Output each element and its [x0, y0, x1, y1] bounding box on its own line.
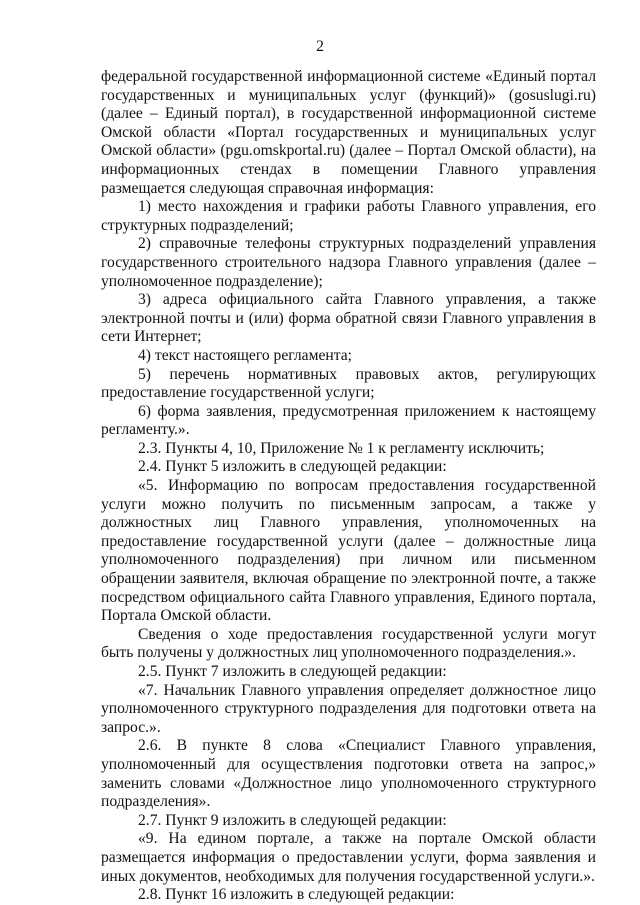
page-number: 2 — [316, 38, 324, 55]
list-item-2: 2) справочные телефоны структурных подразделений управления государственного строительного надзора Главного управления (далее – уполномоченное подразделение); — [101, 235, 596, 290]
clause-2-5: 2.5. Пункт 7 изложить в следующей редакции: — [138, 663, 447, 680]
clause-2-4: 2.4. Пункт 5 изложить в следующей редакции: — [138, 458, 447, 476]
clause-9-text: «9. На едином портале, а также на портале Омской области размещается информация о предоставлении услуги, форма заявления и иных документов, необходимых для получения государственной услуги.». — [101, 830, 596, 885]
document-body — [101, 68, 596, 905]
clause-2-7: 2.7. Пункт 9 изложить в следующей редакции: — [138, 811, 447, 829]
clause-5-text: «5. Информацию по вопросам предоставления государственной услуги можно получить по письменным запросам, а также у должностных лиц Главного управления, уполномоченных на предоставление государственной услуги (далее – должностные лица уполномоченного подразделения) при личном или письменном обращении заявителя, включая обращение по электронной почте, а также посредством официального сайта Главного управления, Единого портала, Портала Омской области. — [101, 477, 596, 625]
list-item-1: 1) место нахождения и графики работы Главного управления, его структурных подразделений; — [101, 198, 596, 234]
paragraph-info-sources: федеральной государственной информационной системе «Единый портал государственных и муниципальных услуг (функций)» (gosuslugi.ru) (далее – Единый портал), в государственной информационной системе Омской области «Портал государственных и муниципальных услуг Омской области» (pgu.omskportal.ru) (далее – Портал Омской области), на информационных стендах в помещении Главного управления размещается следующая справочная информация: — [101, 68, 596, 197]
list-item-3: 3) адреса официального сайта Главного управления, а также электронной почты и (или) форма обратной связи Главного управления в сети Интернет; — [101, 291, 596, 346]
list-item-4: 4) текст настоящего регламента; — [138, 346, 352, 364]
clause-2-3: 2.3. Пункты 4, 10, Приложение № 1 к регламенту исключить; — [138, 439, 545, 457]
clause-2-6: 2.6. В пункте 8 слова «Специалист Главного управления, уполномоченный для осуществления подготовки ответа на запрос,» заменить словами «Должностное лицо уполномоченного структурного подразделения». — [101, 737, 596, 811]
clause-7-text: «7. Начальник Главного управления определяет должностное лицо уполномоченного структурного подразделения для подготовки ответа на запрос.». — [101, 681, 596, 736]
list-item-5: 5) перечень нормативных правовых актов, регулирующих предоставление государственной услуги; — [101, 365, 596, 402]
clause-5-progress-info: Сведения о ходе предоставления государственной услуги могут быть получены у должностных лиц уполномоченного подразделения.». — [101, 625, 596, 662]
list-item-6: 6) форма заявления, предусмотренная приложением к настоящему регламенту.». — [101, 402, 596, 439]
clause-2-8: 2.8. Пункт 16 изложить в следующей редакции: — [138, 886, 455, 904]
